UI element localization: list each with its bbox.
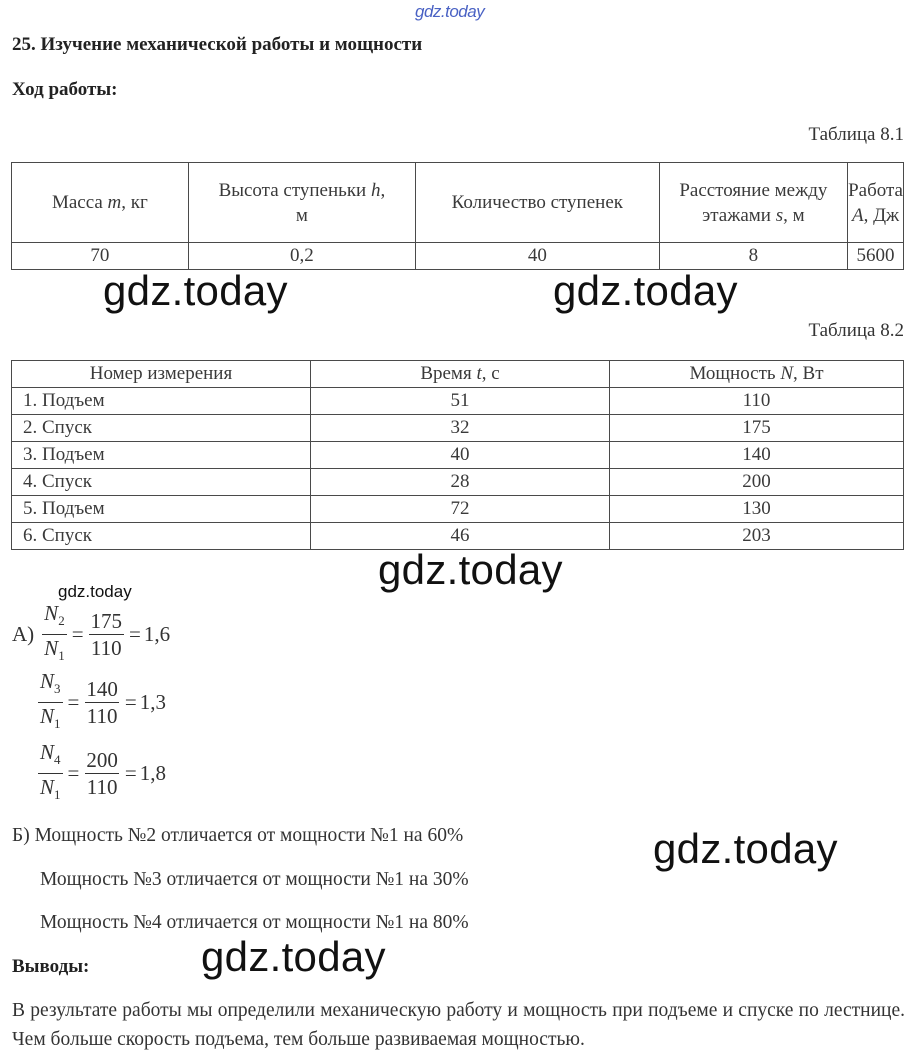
table-header-cell: Высота ступеньки h, м [188,163,415,243]
table-row [12,415,904,442]
formula-result: 1,8 [139,761,166,785]
table-header-cell: Номер измерения [12,361,311,388]
table-header-row [12,361,904,388]
formula-result: 1,3 [139,690,166,714]
formula-ratio-4: $\frac{N_4}{N_1}$ = $\frac{200}{110}$ = 1,8 [36,739,166,808]
part-b-line: Б) Мощность №2 отличается от мощности №1 на 60% [12,825,464,846]
table-cell: 2. Спуск [12,415,311,442]
formula-ratio-2: А) $\frac{N_2}{N_1}$ = $\frac{175}{110}$ = 1,6 [12,600,170,669]
table-header-cell: Расстояние между этажами s, м [659,163,848,243]
table-header-cell: Количество ступенек [416,163,660,243]
table-cell: 4. Спуск [12,469,311,496]
formula-ratio-3: $\frac{N_3}{N_1}$ = $\frac{140}{110}$ = 1,3 [36,668,166,737]
table-cell: 32 [311,415,610,442]
watermark: gdz.today [201,933,386,980]
table-cell: 51 [311,388,610,415]
table-header-row [12,163,904,243]
fraction-symbolic: $\frac{N_2}{N_1}$ [42,600,67,669]
fraction-symbolic: $\frac{N_3}{N_1}$ [38,668,63,737]
table-header-cell: Мощность N, Вт [610,361,904,388]
table-cell: 6. Спуск [12,523,311,550]
table-row [12,496,904,523]
conclusion-text: В результате работы мы определили механическую работу и мощность при подъеме и спуске по лестнице. Чем больше скорость подъема, тем больше развиваемая мощностью. [12,1000,905,1050]
section-heading-conclusions: Выводы: [12,956,90,977]
table-cell: 0,2 [188,243,415,270]
table-cell: 140 [610,442,904,469]
table-cell: 203 [610,523,904,550]
table-cell: 130 [610,496,904,523]
table-header-cell: Масса m, кг [12,163,189,243]
table-cell: 175 [610,415,904,442]
table-cell: 8 [659,243,848,270]
table-cell: 5. Подъем [12,496,311,523]
table-cell: 40 [416,243,660,270]
table-row [12,469,904,496]
table-cell: 46 [311,523,610,550]
watermark: gdz.today [553,267,738,314]
part-a-label: А) [12,622,35,646]
table-header-cell: Работа A, Дж [848,163,904,243]
table-cell: 200 [610,469,904,496]
table-row [12,388,904,415]
watermark: gdz.today [653,825,838,872]
part-b-line: Мощность №4 отличается от мощности №1 на 80% [40,912,469,933]
fraction-numeric: $\frac{175}{110}$ [90,609,123,660]
table-cell: 3. Подъем [12,442,311,469]
fraction-numeric: $\frac{140}{110}$ [86,677,118,728]
page-title: 25. Изучение механической работы и мощности [12,34,423,55]
watermark: gdz.today [378,546,563,593]
table-8-2 [11,360,904,550]
table-cell: 70 [12,243,189,270]
watermark-small: gdz.today [58,582,132,601]
table-row [12,442,904,469]
table-cell: 72 [311,496,610,523]
table-row [12,243,904,270]
table-header-cell: Время t, с [311,361,610,388]
table-cell: 28 [311,469,610,496]
table-cell: 40 [311,442,610,469]
table-cell: 5600 [848,243,904,270]
table2-caption: Таблица 8.2 [808,320,904,341]
fraction-numeric: $\frac{200}{110}$ [86,748,118,799]
table-cell: 110 [610,388,904,415]
section-heading-progress: Ход работы: [12,79,118,100]
fraction-symbolic: $\frac{N_4}{N_1}$ [38,739,63,808]
formula-result: 1,6 [143,622,171,646]
table-cell: 1. Подъем [12,388,311,415]
table1-caption: Таблица 8.1 [808,124,904,145]
watermark-top: gdz.today [415,2,485,21]
part-b-line: Мощность №3 отличается от мощности №1 на 30% [40,869,469,890]
table-8-1 [11,162,904,270]
watermark: gdz.today [103,267,288,314]
